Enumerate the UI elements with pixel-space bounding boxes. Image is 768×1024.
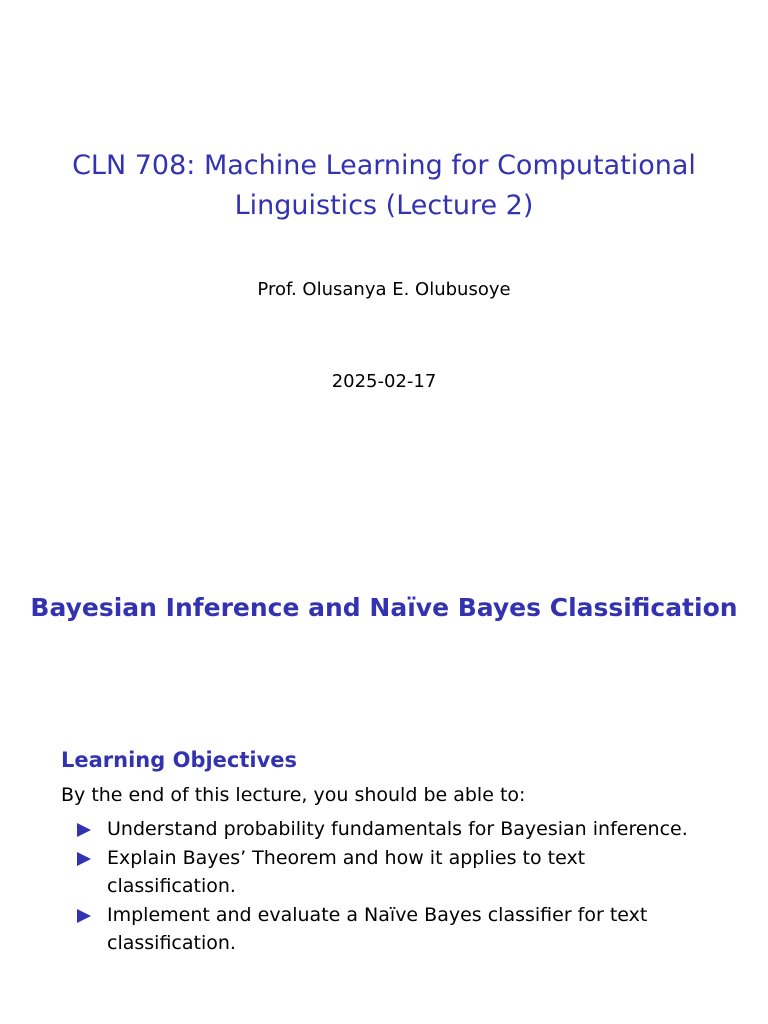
triangle-bullet-icon bbox=[77, 852, 91, 866]
lecture-title bbox=[60, 146, 708, 226]
objective-text: Implement and evaluate a Naïve Bayes classifier for text classification. bbox=[107, 904, 648, 954]
objective-item bbox=[76, 901, 716, 957]
objective-item bbox=[76, 815, 716, 843]
objectives-list bbox=[76, 815, 716, 958]
objective-text: Explain Bayes’ Theorem and how it applies to text classification. bbox=[107, 847, 586, 897]
objectives-intro: By the end of this lecture, you should be able to: bbox=[61, 784, 526, 806]
lecture-date: 2025-02-17 bbox=[331, 371, 437, 392]
learning-objectives-heading: Learning Objectives bbox=[61, 748, 298, 772]
objective-item bbox=[76, 844, 716, 900]
lecture-title-line-1: CLN 708: Machine Learning for Computational bbox=[72, 150, 696, 181]
triangle-bullet-icon bbox=[77, 823, 91, 837]
objective-text: Understand probability fundamentals for Bayesian inference. bbox=[107, 818, 688, 840]
author-name: Prof. Olusanya E. Olubusoye bbox=[257, 279, 511, 300]
lecture-title-line-2: Linguistics (Lecture 2) bbox=[234, 190, 534, 221]
section-title: Bayesian Inference and Naïve Bayes Classification bbox=[30, 593, 738, 622]
triangle-bullet-icon bbox=[77, 909, 91, 923]
